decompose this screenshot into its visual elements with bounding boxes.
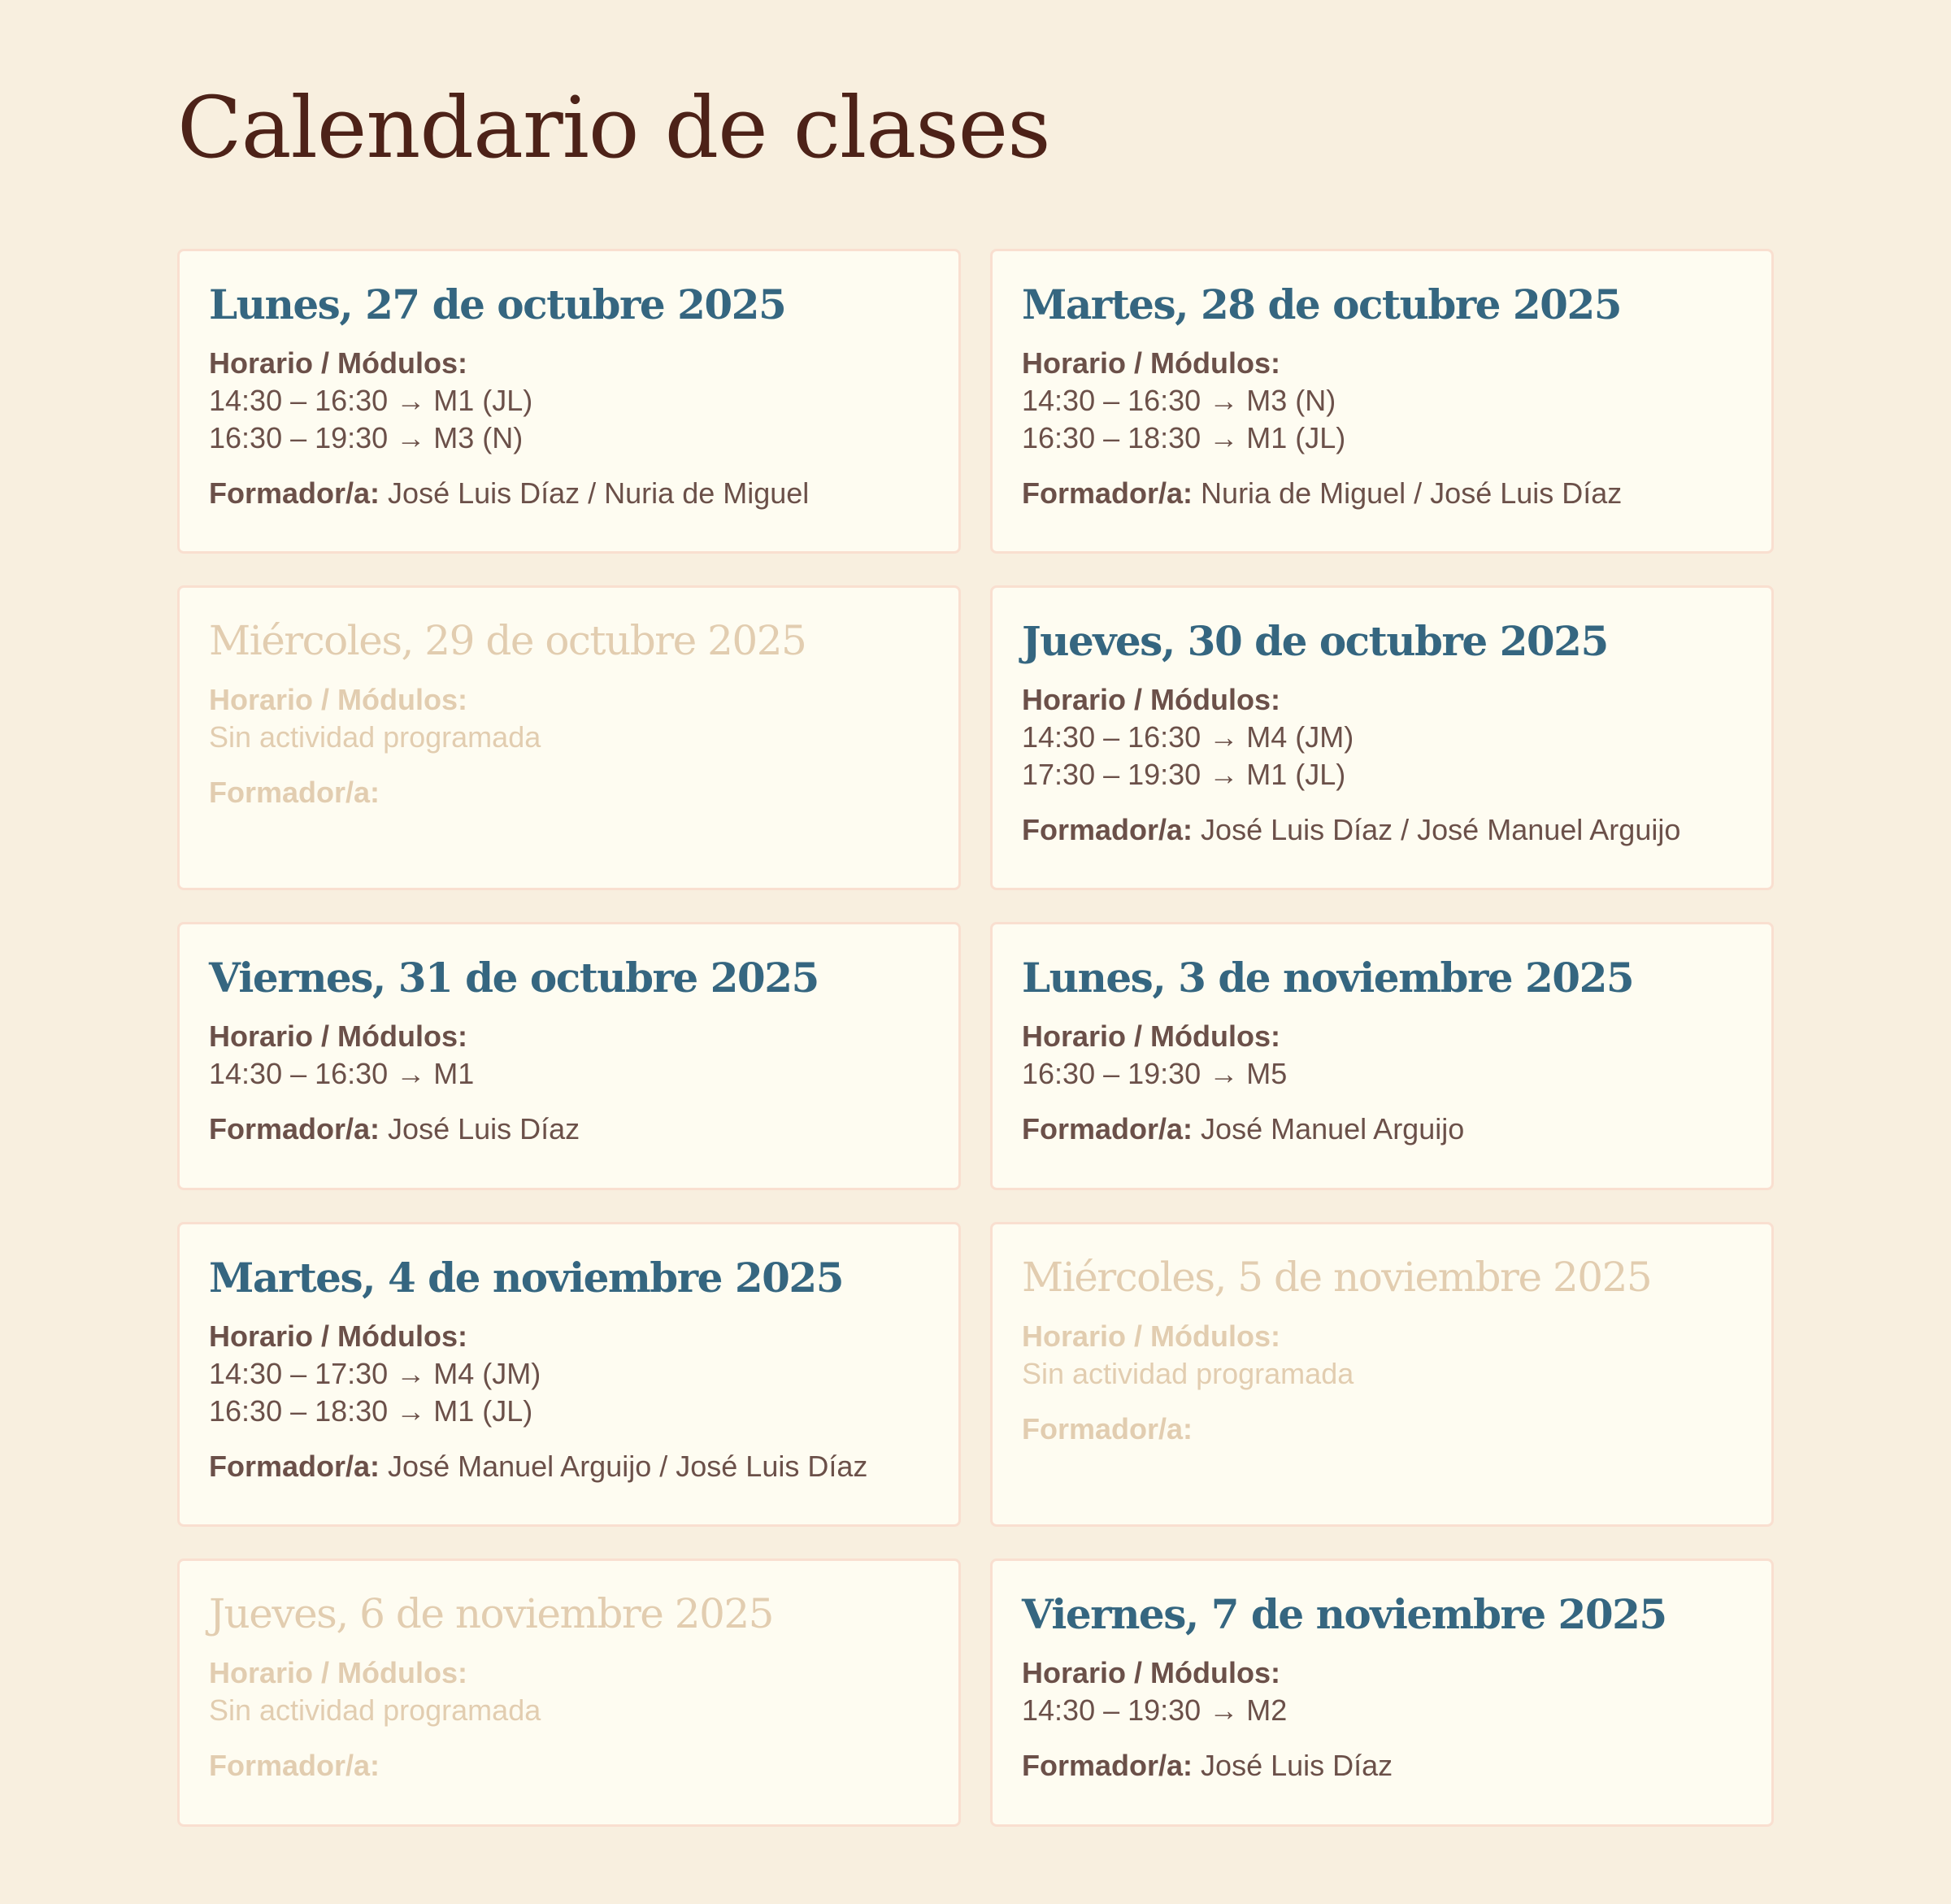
day-card	[990, 249, 1774, 554]
day-card-inactive	[990, 1222, 1774, 1527]
schedule-slot: 14:30 – 16:30 → M1	[209, 1057, 475, 1090]
trainer-value: José Luis Díaz / José Manuel Arguijo	[1201, 813, 1681, 846]
day-date: Viernes, 31 de octubre 2025	[209, 954, 819, 1002]
trainer-row	[209, 1448, 929, 1485]
schedule-slot: 14:30 – 16:30 → M4 (JM)	[1022, 720, 1354, 754]
no-activity-text: Sin actividad programada	[209, 1693, 541, 1727]
day-card	[177, 1222, 961, 1527]
schedule-label: Horario / Módulos:	[209, 683, 467, 716]
trainer-label: Formador/a:	[1022, 1112, 1193, 1145]
day-card	[177, 249, 961, 554]
trainer-value: Nuria de Miguel / José Luis Díaz	[1201, 476, 1623, 510]
schedule-label: Horario / Módulos:	[1022, 1319, 1280, 1353]
day-date: Lunes, 27 de octubre 2025	[209, 280, 786, 328]
schedule-slot: 16:30 – 18:30 → M1 (JL)	[1022, 421, 1346, 454]
day-date: Miércoles, 5 de noviembre 2025	[1022, 1254, 1652, 1301]
schedule-label: Horario / Módulos:	[209, 1656, 467, 1689]
schedule-slot: 14:30 – 16:30 → M3 (N)	[1022, 384, 1336, 417]
schedule-slot: 14:30 – 16:30 → M1 (JL)	[209, 384, 533, 417]
schedule-label: Horario / Módulos:	[1022, 683, 1280, 716]
day-date: Viernes, 7 de noviembre 2025	[1022, 1590, 1666, 1638]
day-card-inactive	[177, 1558, 961, 1827]
trainer-label: Formador/a:	[209, 776, 380, 809]
day-date: Miércoles, 29 de octubre 2025	[209, 617, 806, 664]
trainer-row	[1022, 1747, 1742, 1784]
schedule-slot: 17:30 – 19:30 → M1 (JL)	[1022, 758, 1346, 791]
trainer-row	[1022, 1411, 1742, 1448]
trainer-row	[1022, 1111, 1742, 1148]
day-date: Jueves, 6 de noviembre 2025	[209, 1590, 773, 1637]
trainer-value: José Luis Díaz / Nuria de Miguel	[388, 476, 810, 510]
trainer-row	[209, 475, 929, 512]
trainer-label: Formador/a:	[1022, 1749, 1193, 1782]
schedule-slot: 14:30 – 17:30 → M4 (JM)	[209, 1357, 541, 1390]
day-card	[990, 922, 1774, 1190]
trainer-row	[209, 1111, 929, 1148]
day-card	[990, 585, 1774, 890]
calendar-grid	[177, 249, 1774, 1827]
day-card	[990, 1558, 1774, 1827]
trainer-row	[209, 774, 929, 811]
trainer-label: Formador/a:	[209, 476, 380, 510]
day-date: Martes, 28 de octubre 2025	[1022, 280, 1622, 328]
trainer-value: José Luis Díaz	[1201, 1749, 1393, 1782]
day-date: Jueves, 30 de octubre 2025	[1022, 617, 1608, 665]
no-activity-text: Sin actividad programada	[1022, 1357, 1354, 1390]
schedule-slot: 14:30 – 19:30 → M2	[1022, 1693, 1288, 1727]
trainer-label: Formador/a:	[209, 1112, 380, 1145]
day-card	[177, 922, 961, 1190]
trainer-label: Formador/a:	[209, 1749, 380, 1782]
schedule-label: Horario / Módulos:	[1022, 1656, 1280, 1689]
schedule-slot: 16:30 – 18:30 → M1 (JL)	[209, 1394, 533, 1428]
trainer-value: José Manuel Arguijo / José Luis Díaz	[388, 1450, 868, 1483]
schedule-slot: 16:30 – 19:30 → M5	[1022, 1057, 1288, 1090]
trainer-label: Formador/a:	[1022, 476, 1193, 510]
schedule-label: Horario / Módulos:	[209, 346, 467, 380]
trainer-value: José Manuel Arguijo	[1201, 1112, 1465, 1145]
trainer-label: Formador/a:	[209, 1450, 380, 1483]
schedule-label: Horario / Módulos:	[1022, 1019, 1280, 1053]
schedule-label: Horario / Módulos:	[209, 1319, 467, 1353]
trainer-row	[209, 1747, 929, 1784]
schedule-label: Horario / Módulos:	[209, 1019, 467, 1053]
trainer-label: Formador/a:	[1022, 1412, 1193, 1445]
day-date: Martes, 4 de noviembre 2025	[209, 1254, 843, 1302]
no-activity-text: Sin actividad programada	[209, 720, 541, 754]
trainer-row	[1022, 811, 1742, 849]
day-date: Lunes, 3 de noviembre 2025	[1022, 954, 1634, 1002]
page-title: Calendario de clases	[177, 78, 1050, 177]
trainer-label: Formador/a:	[1022, 813, 1193, 846]
day-card-inactive	[177, 585, 961, 890]
trainer-value: José Luis Díaz	[388, 1112, 580, 1145]
schedule-label: Horario / Módulos:	[1022, 346, 1280, 380]
trainer-row	[1022, 475, 1742, 512]
schedule-slot: 16:30 – 19:30 → M3 (N)	[209, 421, 524, 454]
